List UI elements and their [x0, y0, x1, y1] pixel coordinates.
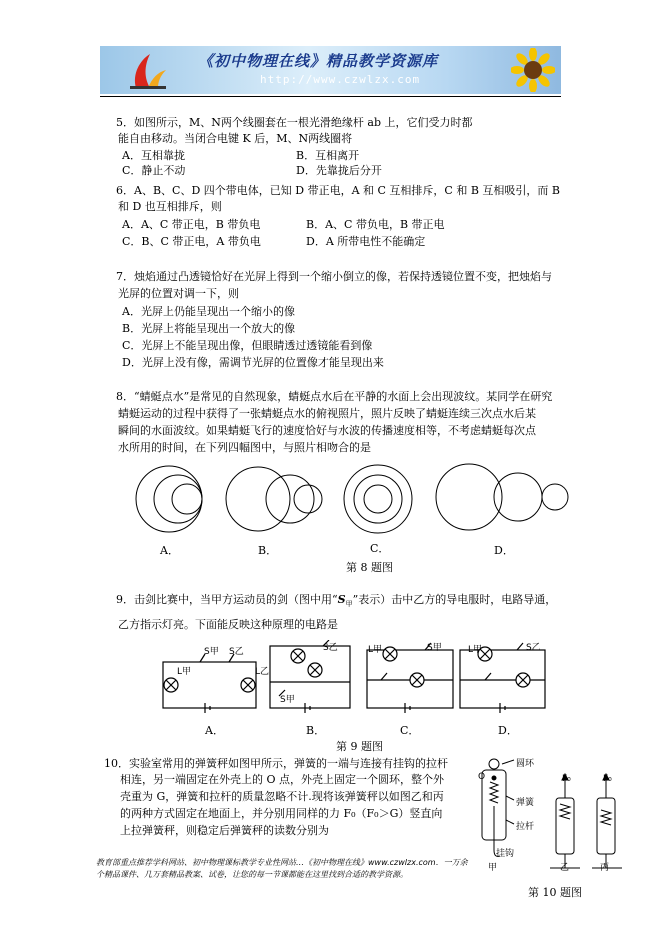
q5-stem-1: 5．如图所示，M、N两个线圈套在一根光滑绝缘杆 ab 上，它们受力时都: [116, 116, 473, 129]
q8-label-b: B．: [258, 544, 278, 557]
q5-stem-2: 能自由移动。当闭合电键 K 后，M、N两线圈将: [118, 132, 353, 145]
site-banner: [100, 46, 561, 94]
q10-figure-bing: [592, 774, 622, 868]
q10-o-label: O: [478, 772, 486, 782]
footer-line-2: 个精品课件、几万套精品教案、试卷，让您的每一节课都能在这里找到合适的教学资源。: [96, 870, 408, 879]
q9-sword-subscript: 甲: [345, 600, 353, 609]
q10-figure-yi: [550, 774, 580, 868]
q7-stem-1: 7．烛焰通过凸透镜恰好在光屏上得到一个缩小倒立的像，若保持透镜位置不变，把烛焰与: [116, 270, 552, 283]
q9-d-s-yi: S乙: [526, 643, 541, 653]
q6-stem-2: 和 D 也互相排斥，则: [118, 200, 222, 213]
q9-line-1: [116, 593, 556, 611]
q9-caption: 第 9 题图: [336, 740, 383, 753]
q8-ripple-figures: [120, 462, 580, 536]
q10-rod-label: 拉杆: [516, 822, 535, 832]
q8-figure-a: [136, 466, 202, 532]
q9-c-l-jia: L甲: [368, 645, 383, 655]
q6-option-b: B．A、C 带负电，B 带正电: [306, 218, 445, 231]
q10-ring-label: 圆环: [516, 759, 535, 769]
header-rule: [100, 96, 561, 97]
q10-hook-label: 挂钩: [496, 849, 515, 859]
q7-option-c: C．光屏上不能呈现出像，但眼睛透过透镜能看到像: [122, 339, 373, 352]
q6-option-d: D．A 所带电性不能确定: [306, 235, 426, 248]
q7-option-a: A．光屏上仍能呈现出一个缩小的像: [122, 305, 295, 318]
q7-stem-2: 光屏的位置对调一下，则: [118, 287, 239, 300]
q9-b-s-jia: S甲: [280, 695, 295, 705]
q9-label-b: B．: [306, 724, 326, 737]
q9-label-c: C．: [400, 724, 420, 737]
q9-line-1b: ”表示）击中乙方的导电服时，电路导通，: [352, 593, 557, 606]
q10-figure-jia: [482, 759, 514, 856]
q7-option-d: D．光屏上没有像，需调节光屏的位置像才能呈现出来: [122, 356, 384, 369]
q9-line-2: 乙方指示灯亮。下面能反映这种原理的电路是: [118, 618, 338, 631]
q9-c-s-jia: S甲: [427, 643, 442, 653]
sunflower-icon: [511, 48, 555, 92]
q6-option-c: C．B、C 带正电，A 带负电: [122, 235, 261, 248]
q5-option-b: B．互相离开: [296, 149, 360, 162]
q8-caption: 第 8 题图: [346, 561, 393, 574]
q9-label-d: D．: [498, 724, 518, 737]
q8-line-1: 8．“蜻蜓点水”是常见的自然现象，蜻蜓点水后在平静的水面上会出现波纹。某同学在研究: [116, 390, 553, 403]
q5-option-a: A．互相靠拢: [122, 149, 185, 162]
q9-circuit-a: [163, 654, 256, 713]
q8-line-4: 水所用的时间，在下列四幅图中，与照片相吻合的是: [118, 441, 371, 454]
q9-a-s-yi: S乙: [229, 647, 244, 657]
site-url[interactable]: http://www.czwlzx.com: [260, 73, 421, 86]
q8-figure-b: [226, 467, 322, 531]
q10-line-1: 10．实验室常用的弹簧秤如图甲所示，弹簧的一端与连接有挂钩的拉杆: [104, 757, 448, 770]
q8-label-d: D．: [494, 544, 514, 557]
q10-spring-label: 弹簧: [516, 798, 535, 808]
q9-a-l-jia: L甲: [177, 667, 192, 677]
q10-f0-b-label: F₀: [603, 774, 612, 784]
q10-yi-label: 乙: [560, 863, 570, 873]
q10-bing-label: 丙: [600, 863, 610, 873]
q10-f0-a-label: F₀: [562, 774, 571, 784]
q8-label-c: C．: [370, 542, 390, 555]
q10-line-5: 上拉弹簧秤，则稳定后弹簧秤的读数分别为: [120, 824, 329, 837]
q9-label-a: A．: [205, 724, 224, 737]
q9-sword-symbol: S: [337, 593, 346, 606]
q9-d-l-jia: L甲: [468, 645, 483, 655]
q9-a-s-jia: S甲: [204, 647, 219, 657]
q5-option-d: D．先靠拢后分开: [296, 164, 382, 177]
footer-line-1: 教育部重点推荐学科网站、初中物理课标教学专业性网站…《初中物理在线》www.czwlzx.com．一万余: [96, 858, 468, 867]
q9-a-l-yi: L乙: [255, 667, 270, 677]
q8-figure-c: [344, 465, 412, 533]
q10-jia-label: 甲: [488, 863, 498, 873]
site-logo-icon: [128, 52, 168, 90]
q9-line-1a: 9．击剑比赛中，当甲方运动员的剑（图中用“: [116, 593, 338, 606]
q6-option-a: A．A、C 带正电，B 带负电: [122, 218, 261, 231]
site-title: 《初中物理在线》精品教学资源库: [198, 52, 439, 70]
q10-caption: 第 10 题图: [528, 886, 582, 899]
q8-label-a: A．: [160, 544, 179, 557]
q8-line-3: 瞬间的水面波纹。如果蜻蜓飞行的速度恰好与水波的传播速度相等，不考虑蜻蜓每次点: [118, 424, 536, 437]
q8-figure-d: [436, 464, 568, 530]
q10-line-3: 壳重为 G，弹簧和拉杆的质量忽略不计.现将该弹簧秤以如图乙和丙: [120, 790, 444, 803]
q7-option-b: B．光屏上将能呈现出一个放大的像: [122, 322, 296, 335]
q5-option-c: C．静止不动: [122, 164, 186, 177]
q10-line-2: 相连，另一端固定在外壳上的 O 点，外壳上固定一个圆环，整个外: [120, 773, 445, 786]
q9-b-s-yi: S乙: [323, 643, 338, 653]
q6-stem-1: 6．A、B、C、D 四个带电体，已知 D 带正电，A 和 C 互相排斥，C 和 B 互相吸引，而 B: [116, 184, 560, 197]
q10-line-4: 的两种方式固定在地面上，并分别用同样的力 F₀（F₀＞G）竖直向: [120, 807, 443, 820]
q8-line-2: 蜻蜓运动的过程中获得了一张蜻蜓点水的俯视照片，照片反映了蜻蜓连续三次点水后某: [118, 407, 536, 420]
